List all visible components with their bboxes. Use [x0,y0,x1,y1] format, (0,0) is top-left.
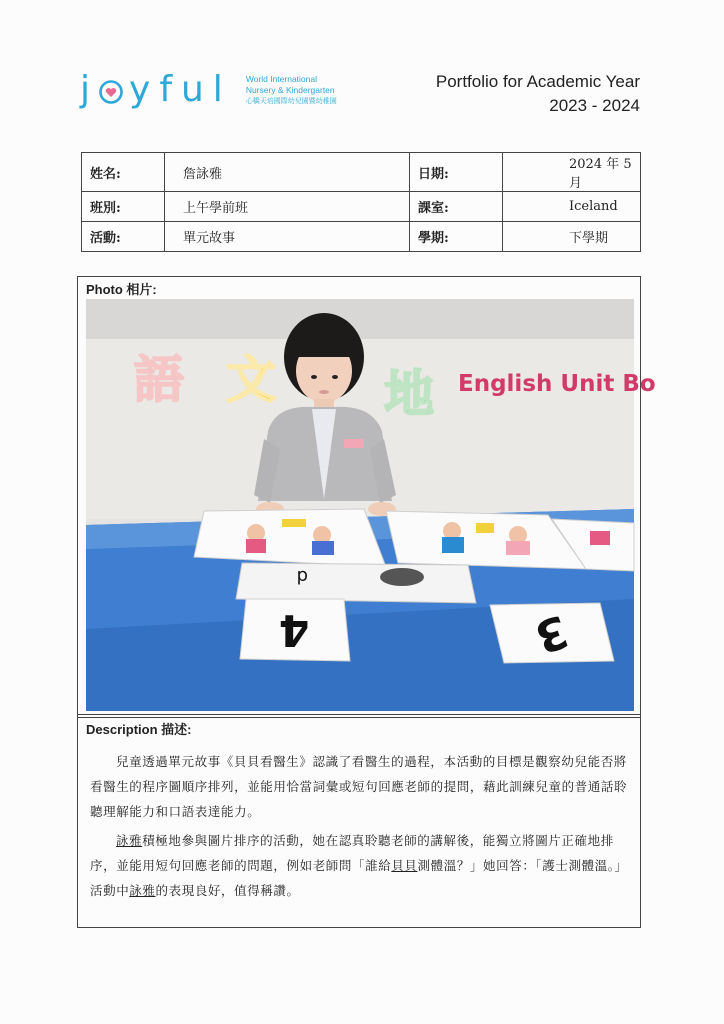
activity-photo [86,299,656,711]
student-info-table [81,152,641,252]
child-name-underlined: 詠雅 [116,833,143,848]
room-value: Iceland [503,192,641,222]
description-body [90,749,630,907]
school-name-zh: 心橋天培國際幼兒園暨幼稚園 [245,97,337,105]
paragraph-2-text-3: 的表現良好，值得稱讚。 [155,883,300,898]
class-label: 班別: [82,192,165,222]
banner-char-2: 文 [226,351,276,409]
photo-section [77,276,656,718]
school-name [246,74,337,107]
info-row-class [82,192,641,222]
term-label: 學期: [410,222,503,252]
date-label: 日期: [410,153,503,192]
banner-char-1: 語 [134,351,184,409]
paragraph-2-text-2: 測體溫？」她回答：「護士測體溫。」活動中 [90,858,628,898]
school-name-en-1: World International [245,73,317,84]
story-character-underlined: 貝貝 [391,858,418,873]
date-value: 2024 年 5 月 [503,153,641,192]
name-value: 詹詠雅 [165,153,410,192]
heart-logo-icon [99,80,123,104]
room-label: 課室: [410,192,503,222]
activity-value: 單元故事 [165,222,410,252]
academic-year: 2023 - 2024 [549,96,640,115]
number-3: 3 [528,604,575,663]
middle-card [236,563,476,603]
school-logo [80,68,337,112]
child-name-underlined-2: 詠雅 [129,883,156,898]
paragraph-2-text-1: 積極地參與圖片排序的活動，她在認真聆聽老師的講解後，能獨立將圖片正確地排序，並能用短句回應老師的問題，例如老師問「誰給 [90,833,614,873]
logo-wordmark: j yful [80,69,232,110]
term-value: 下學期 [503,222,641,252]
picture-card-1 [194,509,386,567]
info-row-activity [82,222,641,252]
class-value: 上午學前班 [165,192,410,222]
number-card-3 [490,603,614,663]
portfolio-heading [436,70,640,118]
description-paragraph-1: 兒童透過單元故事《貝貝看醫生》認識了看醫生的過程，本活動的目標是觀察幼兒能否將看醫生的程序圖順序排列，並能用恰當詞彙或短句回應老師的提問，藉此訓練兒童的普通話聆聽理解能力和口語表達能力。 [90,754,628,819]
number-4: 4 [278,604,310,655]
info-row-name [82,153,641,192]
activity-photo-illustration [86,299,656,711]
school-name-en-2: Nursery & Kindergarten [245,84,335,95]
number-card-4 [240,599,350,661]
description-title: Description 描述: [86,722,192,737]
name-label: 姓名: [82,153,165,192]
activity-label: 活動: [82,222,165,252]
banner-char-3: 地 [384,365,434,423]
portfolio-title: Portfolio for Academic Year [435,72,640,91]
description-paragraph-2 [90,828,630,903]
svg-text:d: d [296,566,308,587]
description-section [77,714,641,928]
banner-english: English Unit Bo [458,371,656,397]
photo-section-title: Photo 相片: [86,282,157,297]
